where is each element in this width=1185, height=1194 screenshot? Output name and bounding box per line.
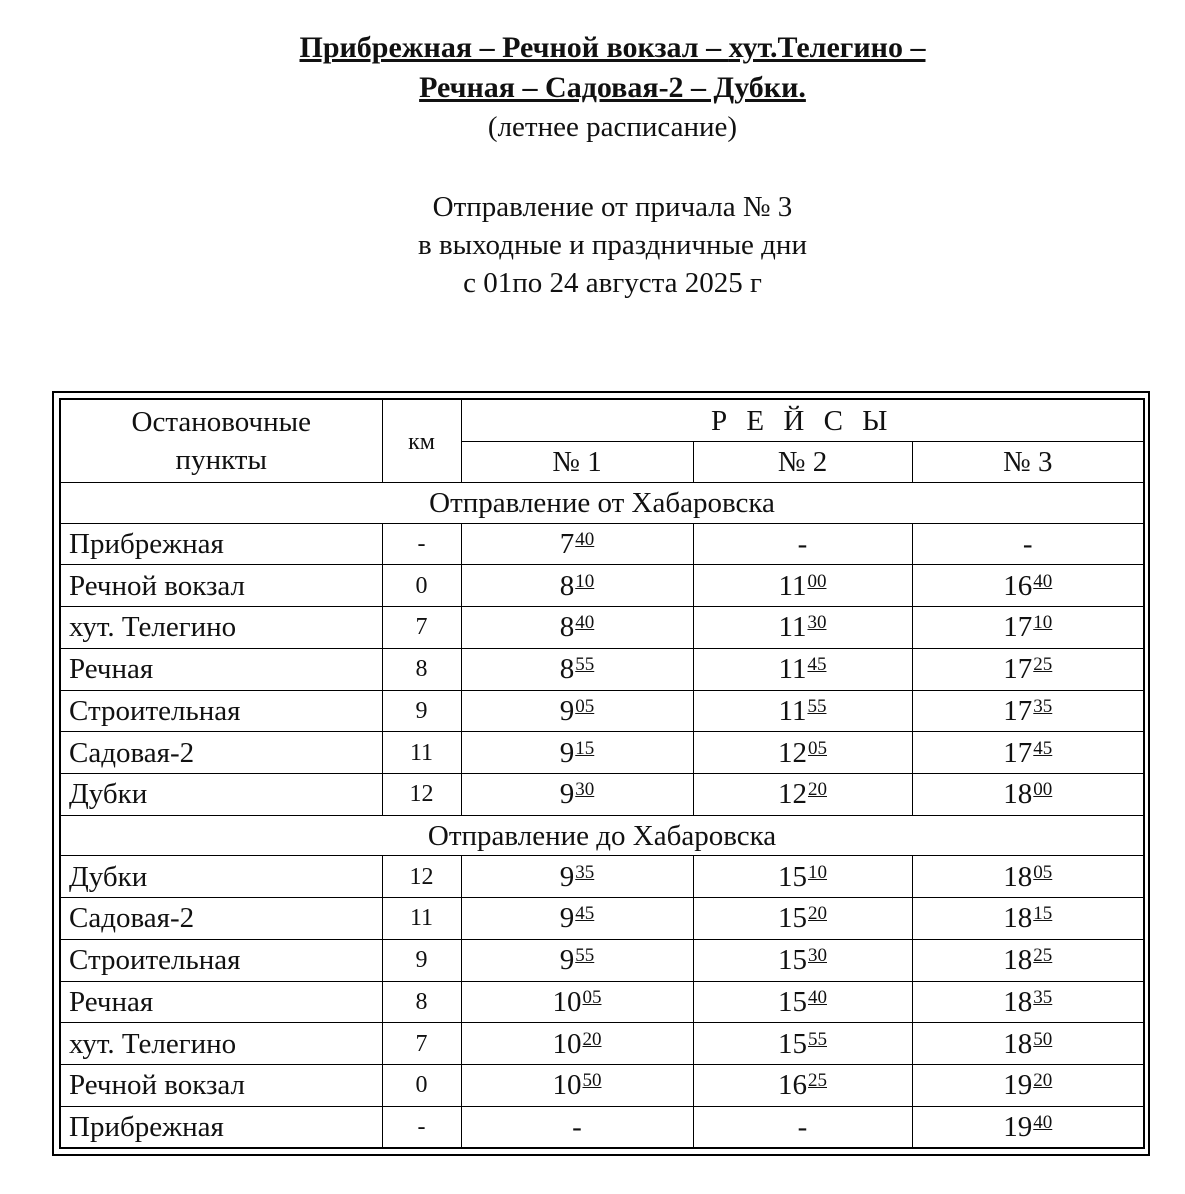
stop-name: Дубки: [60, 773, 382, 815]
time-hour: 9: [559, 694, 575, 727]
time-minute: 05: [582, 986, 602, 1008]
trip-number-1: № 1: [461, 442, 693, 483]
time-minute: 25: [808, 1070, 827, 1092]
time-minute: 25: [1033, 945, 1053, 967]
trip-2-time: [693, 939, 912, 981]
time-none: -: [572, 1110, 582, 1143]
time-minute: 45: [1033, 737, 1053, 759]
time-hour: 18: [1003, 778, 1033, 811]
table-row: [60, 732, 1144, 774]
table-row: [60, 565, 1144, 607]
trip-3-time: [912, 1064, 1144, 1106]
table-row: [60, 981, 1144, 1023]
trip-2-time: [693, 607, 912, 649]
section-row: [60, 815, 1144, 856]
trip-1-time: [461, 1023, 693, 1065]
time-hour: 11: [778, 611, 807, 644]
header-stops: Остановочные пункты: [60, 399, 382, 482]
trip-3-time: [912, 773, 1144, 815]
departure-line2: в выходные и праздничные дни: [418, 229, 807, 261]
route-title-line2: Речная – Садовая-2 – Дубки.: [419, 71, 806, 104]
stop-name: Дубки: [60, 856, 382, 898]
trip-3-time: [912, 690, 1144, 732]
time-hour: 19: [1003, 1110, 1033, 1143]
time-minute: 55: [808, 1028, 827, 1050]
time-minute: 10: [1033, 612, 1053, 634]
trip-number-3: № 3: [912, 442, 1144, 483]
trip-2-time: [693, 898, 912, 940]
time-none: -: [797, 528, 808, 560]
time-minute: 30: [575, 779, 595, 801]
trip-1-time: [461, 648, 693, 690]
time-hour: 15: [778, 985, 807, 1018]
time-hour: 11: [778, 569, 807, 602]
departure-line3: с 01по 24 августа 2025 г: [463, 267, 762, 299]
trip-3-time: [912, 523, 1144, 565]
trip-2-time: [693, 773, 912, 815]
trip-1-time: [461, 773, 693, 815]
time-hour: 10: [552, 1069, 582, 1102]
time-minute: 25: [1033, 654, 1053, 676]
table-row: [60, 773, 1144, 815]
trip-number-2: № 2: [693, 442, 912, 483]
trip-1-time: [461, 690, 693, 732]
route-title-part: –: [902, 31, 926, 64]
time-hour: 15: [778, 1027, 807, 1060]
time-hour: 16: [778, 1069, 807, 1102]
trip-1-time: [461, 565, 693, 607]
trip-2-time: [693, 1106, 912, 1148]
stop-name: Садовая-2: [60, 898, 382, 940]
trip-1-time: [461, 523, 693, 565]
time-hour: 10: [552, 985, 582, 1018]
time-minute: 35: [575, 861, 595, 883]
trip-3-time: [912, 732, 1144, 774]
time-minute: 40: [575, 612, 595, 634]
time-hour: 9: [559, 860, 575, 893]
stop-km: 9: [382, 690, 461, 732]
time-minute: 30: [807, 612, 827, 634]
stop-km: 0: [382, 1064, 461, 1106]
trip-2-time: [693, 1064, 912, 1106]
trip-3-time: [912, 939, 1144, 981]
stop-km: 11: [382, 732, 461, 774]
time-minute: 40: [1033, 570, 1053, 592]
time-minute: 35: [1033, 986, 1053, 1008]
time-minute: 20: [808, 903, 827, 925]
stop-name: Речной вокзал: [60, 565, 382, 607]
time-hour: 9: [559, 944, 575, 977]
departure-line1: Отправление от причала № 3: [432, 191, 793, 223]
stop-name: Прибрежная: [60, 523, 382, 565]
time-hour: 17: [1003, 611, 1033, 644]
stop-km: 8: [382, 648, 461, 690]
time-hour: 18: [1003, 985, 1033, 1018]
trip-2-time: [693, 1023, 912, 1065]
trip-3-time: [912, 856, 1144, 898]
stop-km: 7: [382, 1023, 461, 1065]
time-hour: 15: [778, 902, 807, 935]
table-row: [60, 898, 1144, 940]
time-minute: 10: [575, 570, 595, 592]
trip-1-time: [461, 732, 693, 774]
document-header: [0, 28, 1185, 302]
section-label: Отправление до Хабаровска: [60, 815, 1144, 856]
time-hour: 8: [559, 653, 575, 686]
trip-1-time: [461, 1064, 693, 1106]
stop-name: Речная: [60, 648, 382, 690]
stop-km: 9: [382, 939, 461, 981]
table-row: [60, 1106, 1144, 1148]
stop-name: Строительная: [60, 939, 382, 981]
time-hour: 9: [559, 902, 575, 935]
time-hour: 19: [1003, 1069, 1033, 1102]
header-trips: Р Е Й С Ы: [461, 399, 1144, 442]
time-hour: 15: [778, 944, 807, 977]
time-minute: 05: [575, 695, 595, 717]
time-minute: 55: [807, 695, 827, 717]
time-hour: 12: [778, 778, 807, 811]
table-row: [60, 1064, 1144, 1106]
time-hour: 16: [1003, 569, 1033, 602]
section-label: Отправление от Хабаровска: [60, 482, 1144, 523]
trip-2-time: [693, 856, 912, 898]
time-minute: 45: [575, 903, 595, 925]
time-hour: 8: [559, 611, 575, 644]
trip-3-time: [912, 607, 1144, 649]
trip-2-time: [693, 690, 912, 732]
trip-2-time: [693, 981, 912, 1023]
time-hour: 9: [559, 778, 575, 811]
stop-km: -: [382, 1106, 461, 1148]
table-header-row: [60, 399, 1144, 442]
schedule-table: [59, 398, 1145, 1149]
stop-name: Прибрежная: [60, 1106, 382, 1148]
time-minute: 55: [575, 945, 595, 967]
trip-2-time: [693, 648, 912, 690]
stop-km: 12: [382, 773, 461, 815]
table-row: [60, 690, 1144, 732]
stop-name: Строительная: [60, 690, 382, 732]
time-hour: 18: [1003, 902, 1033, 935]
trip-3-time: [912, 981, 1144, 1023]
time-minute: 15: [575, 737, 595, 759]
stop-name: хут. Телегино: [60, 1023, 382, 1065]
trip-1-time: [461, 1106, 693, 1148]
time-minute: 15: [1033, 903, 1053, 925]
time-hour: 18: [1003, 944, 1033, 977]
time-minute: 35: [1033, 695, 1053, 717]
time-hour: 17: [1003, 736, 1033, 769]
header-km-label: км: [408, 428, 435, 455]
trip-3-time: [912, 1023, 1144, 1065]
time-minute: 00: [807, 570, 827, 592]
table-row: [60, 607, 1144, 649]
time-minute: 10: [808, 861, 827, 883]
time-minute: 50: [582, 1070, 602, 1092]
table-row: [60, 856, 1144, 898]
stop-km: 12: [382, 856, 461, 898]
trip-1-time: [461, 856, 693, 898]
stop-name: хут. Телегино: [60, 607, 382, 649]
header-km: [382, 399, 461, 482]
time-none: -: [1022, 528, 1033, 560]
time-none: -: [797, 1110, 808, 1143]
time-minute: 45: [807, 654, 827, 676]
stop-km: 11: [382, 898, 461, 940]
stop-km: 8: [382, 981, 461, 1023]
time-minute: 05: [808, 737, 827, 759]
stop-km: 0: [382, 565, 461, 607]
time-minute: 20: [808, 779, 827, 801]
time-hour: 15: [778, 860, 807, 893]
trip-3-time: [912, 648, 1144, 690]
trip-2-time: [693, 523, 912, 565]
time-hour: 8: [559, 569, 575, 602]
time-minute: 00: [1033, 779, 1053, 801]
time-hour: 11: [778, 694, 807, 727]
trip-3-time: [912, 1106, 1144, 1148]
stop-name: Речная: [60, 981, 382, 1023]
route-title-part: хут.Телегино: [728, 31, 903, 64]
time-minute: 50: [1033, 1028, 1053, 1050]
time-minute: 30: [808, 945, 827, 967]
time-minute: 40: [808, 986, 827, 1008]
trip-3-time: [912, 565, 1144, 607]
stop-name: Садовая-2: [60, 732, 382, 774]
time-hour: 12: [778, 736, 807, 769]
trip-1-time: [461, 939, 693, 981]
time-hour: 11: [778, 653, 807, 686]
trip-2-time: [693, 565, 912, 607]
table-row: [60, 648, 1144, 690]
time-hour: 10: [552, 1027, 582, 1060]
table-row: [60, 1023, 1144, 1065]
table-row: [60, 523, 1144, 565]
time-minute: 40: [575, 529, 595, 550]
table-row: [60, 939, 1144, 981]
section-row: [60, 482, 1144, 523]
season-note: (летнее расписание): [487, 111, 738, 143]
time-hour: 18: [1003, 860, 1033, 893]
trip-2-time: [693, 732, 912, 774]
stop-km: -: [382, 523, 461, 565]
time-hour: 17: [1003, 653, 1033, 686]
route-title-part: Прибрежная – Речной вокзал –: [299, 31, 729, 64]
trip-1-time: [461, 981, 693, 1023]
trip-1-time: [461, 898, 693, 940]
time-hour: 17: [1003, 694, 1033, 727]
time-minute: 55: [575, 654, 595, 676]
time-minute: 20: [582, 1028, 602, 1050]
stop-km: 7: [382, 607, 461, 649]
trip-1-time: [461, 607, 693, 649]
route-title-line1: [0, 28, 1185, 68]
time-minute: 20: [1033, 1070, 1053, 1092]
time-hour: 18: [1003, 1027, 1033, 1060]
time-minute: 40: [1033, 1111, 1053, 1133]
time-hour: 7: [559, 528, 575, 560]
time-hour: 9: [559, 736, 575, 769]
time-minute: 05: [1033, 861, 1053, 883]
stop-name: Речной вокзал: [60, 1064, 382, 1106]
trip-3-time: [912, 898, 1144, 940]
